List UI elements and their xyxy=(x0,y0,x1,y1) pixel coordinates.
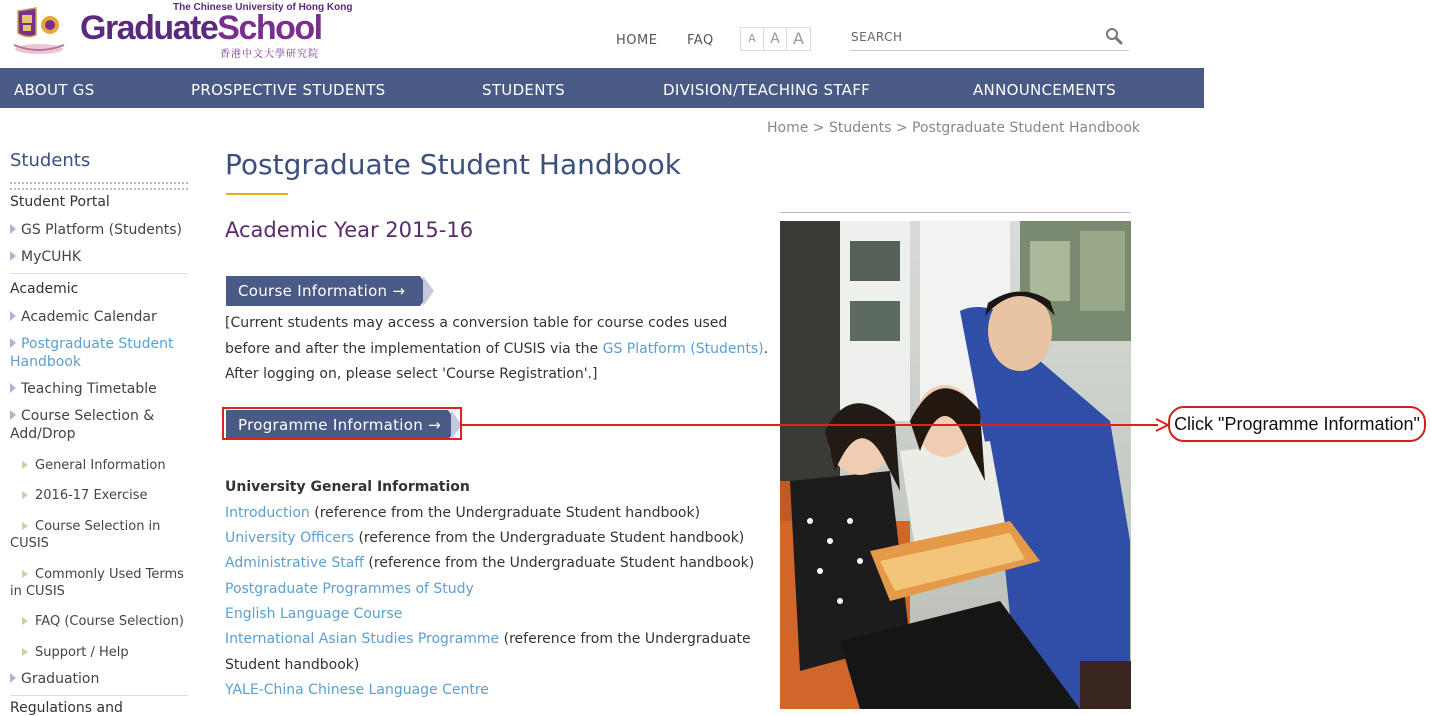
university-general-heading: University General Information xyxy=(225,479,470,495)
sidebar-item-label: Course Selection & Add/Drop xyxy=(10,408,155,442)
font-size-switcher xyxy=(740,27,811,51)
breadcrumb-home[interactable]: Home xyxy=(767,120,809,136)
breadcrumb xyxy=(767,120,1140,136)
list-item-note: (reference from the Undergraduate Student handbook) xyxy=(354,530,745,546)
sidebar-item-mycuhk[interactable] xyxy=(10,248,190,266)
list-item xyxy=(225,682,489,698)
site-logo[interactable] xyxy=(80,11,322,45)
top-home-link[interactable]: HOME xyxy=(616,33,658,48)
iasp-link[interactable]: International Asian Studies Programme xyxy=(225,631,500,647)
nav-students[interactable]: STUDENTS xyxy=(482,81,565,99)
bullet-triangle-icon xyxy=(22,570,28,578)
sidebar-subitem-faq-course[interactable] xyxy=(10,613,188,630)
yale-china-link[interactable]: YALE-China Chinese Language Centre xyxy=(225,682,489,698)
photo-divider xyxy=(780,212,1130,213)
sidebar-item-label: Teaching Timetable xyxy=(21,381,157,397)
annotation-arrow xyxy=(462,414,1170,436)
sidebar-divider xyxy=(10,182,188,190)
list-item xyxy=(225,631,751,647)
logo-word-graduate: Graduate xyxy=(80,9,218,47)
top-faq-link[interactable]: FAQ xyxy=(687,33,714,48)
list-item-note: (reference from the Undergraduate Student handbook) xyxy=(363,555,755,571)
search-input[interactable] xyxy=(850,24,1091,50)
bullet-triangle-icon xyxy=(22,648,28,656)
annotation-highlight-box xyxy=(222,407,462,440)
sidebar-academic[interactable]: Academic xyxy=(10,281,79,297)
conversion-table-note xyxy=(225,311,770,388)
sidebar-subitem-common-terms[interactable] xyxy=(10,566,188,600)
sidebar-regulations[interactable]: Regulations and xyxy=(10,700,123,716)
sidebar-item-course-selection[interactable] xyxy=(10,407,190,443)
logo-word-school: School xyxy=(217,9,322,47)
academic-year-heading: Academic Year 2015-16 xyxy=(225,218,474,242)
font-size-small-button[interactable]: A xyxy=(741,28,764,50)
search-icon[interactable] xyxy=(1105,27,1123,45)
title-underline xyxy=(226,193,288,195)
sidebar-subitem-exercise[interactable] xyxy=(10,487,188,504)
sidebar-separator xyxy=(10,695,188,696)
logo-chinese-name: 香港中文大學研究院 xyxy=(220,49,319,60)
list-item-continuation: Student handbook) xyxy=(225,657,360,673)
course-information-label: Course Information → xyxy=(226,276,420,306)
sidebar-item-graduation[interactable] xyxy=(10,670,190,688)
bullet-triangle-icon xyxy=(22,491,28,499)
font-size-large-button[interactable]: A xyxy=(793,29,804,48)
list-item xyxy=(225,606,402,622)
administrative-staff-link[interactable]: Administrative Staff xyxy=(225,555,364,571)
sidebar-item-label: Postgraduate Student Handbook xyxy=(10,336,174,370)
sidebar-item-teaching-timetable[interactable] xyxy=(10,380,190,398)
programme-information-label: Programme Information → xyxy=(226,410,448,440)
list-item xyxy=(225,530,744,546)
sidebar-subitem-label: General Information xyxy=(35,458,166,473)
arrow-tip-shape xyxy=(423,276,434,306)
pg-programmes-link[interactable]: Postgraduate Programmes of Study xyxy=(225,581,474,597)
list-item-note: (reference from the Undergraduate Student handbook) xyxy=(309,505,701,521)
introduction-link[interactable]: Introduction xyxy=(225,505,310,521)
sidebar-subitem-course-sel-cusis[interactable] xyxy=(10,518,188,552)
sidebar-item-label: GS Platform (Students) xyxy=(21,222,183,238)
note-text-b: . After logging on, please select 'Course Registration'.] xyxy=(225,340,769,382)
bullet-triangle-icon xyxy=(22,617,28,625)
breadcrumb-separator: > xyxy=(808,120,829,136)
sidebar-subitem-support[interactable] xyxy=(10,644,188,661)
sidebar-subitem-label: FAQ (Course Selection) xyxy=(35,614,184,629)
sidebar-item-gs-platform[interactable] xyxy=(10,221,190,239)
breadcrumb-current: Postgraduate Student Handbook xyxy=(912,120,1140,136)
english-course-link[interactable]: English Language Course xyxy=(225,606,403,622)
nav-prospective-students[interactable]: PROSPECTIVE STUDENTS xyxy=(191,81,386,99)
sidebar-item-academic-calendar[interactable] xyxy=(10,308,190,326)
logo-university-name: The Chinese University of Hong Kong xyxy=(173,2,353,13)
sidebar-subitem-label: Course Selection in CUSIS xyxy=(10,519,161,551)
course-information-button[interactable] xyxy=(226,276,434,306)
search-box xyxy=(850,24,1129,51)
bullet-triangle-icon xyxy=(10,338,16,348)
page-title: Postgraduate Student Handbook xyxy=(225,148,681,181)
note-text-a: [Current students may access a conversion table for course codes used before and after the implementation of CUSIS via the xyxy=(225,315,728,357)
breadcrumb-separator: > xyxy=(891,120,913,136)
main-navigation xyxy=(0,68,1204,108)
list-item xyxy=(225,581,474,597)
nav-division-teaching-staff[interactable]: DIVISION/TEACHING STAFF xyxy=(663,81,871,99)
breadcrumb-students[interactable]: Students xyxy=(828,120,892,136)
sidebar-subitem-label: 2016-17 Exercise xyxy=(35,488,148,503)
sidebar-separator xyxy=(10,273,188,274)
gs-platform-link[interactable]: GS Platform (Students) xyxy=(602,340,764,357)
bullet-triangle-icon xyxy=(10,673,16,683)
sidebar-subitem-label: Commonly Used Terms in CUSIS xyxy=(10,567,184,599)
sidebar-subitem-general-info[interactable] xyxy=(10,457,188,474)
list-item xyxy=(225,505,700,521)
bullet-triangle-icon xyxy=(10,410,16,420)
bullet-triangle-icon xyxy=(10,311,16,321)
sidebar-title: Students xyxy=(10,150,91,171)
bullet-triangle-icon xyxy=(22,461,28,469)
bullet-triangle-icon xyxy=(10,251,16,261)
font-size-medium-button[interactable]: A xyxy=(764,28,787,50)
nav-about-gs[interactable]: ABOUT GS xyxy=(14,81,95,99)
nav-announcements[interactable]: ANNOUNCEMENTS xyxy=(973,81,1116,99)
sidebar-item-label: Graduation xyxy=(21,671,100,687)
sidebar-subitem-label: Support / Help xyxy=(35,645,129,660)
list-item-note: (reference from the Undergraduate xyxy=(499,631,751,647)
bullet-triangle-icon xyxy=(22,522,28,530)
sidebar-item-label: MyCUHK xyxy=(21,249,82,265)
sidebar-item-pg-handbook[interactable] xyxy=(10,335,190,371)
bullet-triangle-icon xyxy=(10,383,16,393)
university-officers-link[interactable]: University Officers xyxy=(225,530,354,546)
list-item xyxy=(225,555,754,571)
annotation-callout: Click "Programme Information" xyxy=(1168,406,1426,442)
sidebar-item-label: Academic Calendar xyxy=(21,309,157,325)
sidebar-student-portal[interactable]: Student Portal xyxy=(10,194,110,210)
university-seal-logo[interactable] xyxy=(12,5,66,57)
bullet-triangle-icon xyxy=(10,224,16,234)
students-reading-photo xyxy=(780,221,1131,709)
